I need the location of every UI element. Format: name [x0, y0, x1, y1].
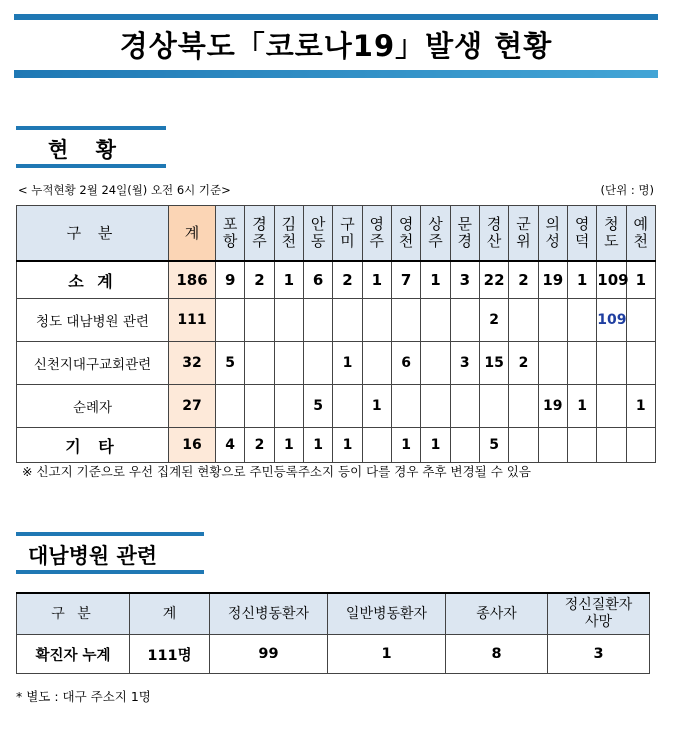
hosp-data-cell: 8	[446, 635, 548, 674]
region-value: 9	[216, 261, 245, 299]
region-value: 1	[303, 428, 332, 463]
region-value: 1	[362, 385, 391, 428]
region-value: 3	[450, 342, 479, 385]
region-char: 경	[252, 215, 267, 233]
region-value: 2	[509, 342, 538, 385]
header-region	[391, 206, 420, 262]
header-region	[362, 206, 391, 262]
hosp-data-cell: 확진자 누계	[17, 635, 130, 674]
hosp-header-cell: 구 분	[17, 593, 130, 635]
region-char: 천	[398, 232, 414, 250]
region-value: 1	[626, 385, 655, 428]
region-value: 19	[538, 261, 567, 299]
region-value: 1	[362, 261, 391, 299]
row-label: 청도 대남병원 관련	[17, 299, 169, 342]
region-value: 2	[245, 428, 274, 463]
region-char: 안	[310, 215, 326, 233]
region-value	[421, 342, 450, 385]
region-char: 천	[281, 232, 297, 250]
section-bottom-line	[16, 570, 204, 574]
region-char: 주	[369, 232, 385, 250]
region-value	[509, 428, 538, 463]
title-banner	[14, 14, 658, 78]
header-region	[245, 206, 274, 262]
region-value	[509, 299, 538, 342]
region-value: 1	[567, 385, 596, 428]
hosp-data-cell: 99	[210, 635, 328, 674]
region-char: 도	[604, 232, 619, 250]
region-value	[303, 299, 332, 342]
region-char: 영	[574, 215, 590, 233]
region-value	[245, 342, 274, 385]
region-value: 2	[479, 299, 508, 342]
region-value: 1	[626, 261, 655, 299]
region-value	[245, 385, 274, 428]
row-total: 32	[169, 342, 216, 385]
region-char: 문	[457, 215, 473, 233]
region-value	[274, 342, 303, 385]
row-label: 순례자	[17, 385, 169, 428]
region-value: 1	[421, 428, 450, 463]
region-value: 1	[421, 261, 450, 299]
row-label: 신천지대구교회관련	[17, 342, 169, 385]
region-char: 경	[486, 215, 502, 233]
header-total: 계	[169, 206, 216, 262]
section-status-header	[16, 126, 166, 171]
region-value	[626, 428, 655, 463]
region-value	[421, 299, 450, 342]
header-category: 구 분	[17, 206, 169, 262]
region-value	[216, 385, 245, 428]
title-top-bar	[14, 14, 658, 20]
region-value	[303, 342, 332, 385]
region-char: 항	[222, 232, 238, 250]
hosp-header-cell: 정신질환자 사망	[548, 593, 650, 635]
region-value: 5	[479, 428, 508, 463]
region-value: 22	[479, 261, 508, 299]
region-char: 상	[428, 215, 443, 233]
section-top-line	[16, 532, 204, 536]
title-bottom-bar	[14, 70, 658, 78]
header-region	[274, 206, 303, 262]
region-char: 예	[633, 215, 649, 233]
region-value: 1	[333, 428, 362, 463]
region-value	[538, 428, 567, 463]
region-value	[538, 342, 567, 385]
region-value	[597, 385, 626, 428]
region-value	[245, 299, 274, 342]
footnote-main: ※ 신고지 기준으로 우선 집계된 현황으로 주민등록주소지 등이 다를 경우 추후 변경될 수 있음	[22, 464, 531, 479]
region-value: 6	[303, 261, 332, 299]
region-char: 미	[340, 232, 355, 250]
region-char: 청	[604, 215, 619, 233]
region-value	[216, 299, 245, 342]
hosp-data-cell: 1	[328, 635, 446, 674]
header-region	[626, 206, 655, 262]
region-value	[333, 385, 362, 428]
region-char: 포	[222, 215, 238, 233]
region-char: 위	[516, 232, 531, 250]
region-value: 2	[333, 261, 362, 299]
hosp-header-cell: 정신병동환자	[210, 593, 328, 635]
basis-note: < 누적현황 2월 24일(월) 오전 6시 기준>	[18, 183, 231, 197]
region-char: 동	[310, 232, 326, 250]
region-char: 주	[252, 232, 267, 250]
region-value: 3	[450, 261, 479, 299]
region-value: 5	[216, 342, 245, 385]
header-region	[597, 206, 626, 262]
region-char: 덕	[574, 232, 590, 250]
hosp-header-cell: 종사자	[446, 593, 548, 635]
region-value	[362, 299, 391, 342]
region-char: 주	[428, 232, 443, 250]
region-value: 109	[597, 261, 626, 299]
hosp-data-cell: 111명	[130, 635, 210, 674]
region-value: 2	[245, 261, 274, 299]
header-region	[333, 206, 362, 262]
section-hospital-header	[16, 532, 204, 577]
region-value	[597, 342, 626, 385]
header-region	[538, 206, 567, 262]
region-value	[450, 299, 479, 342]
region-value: 6	[391, 342, 420, 385]
row-total: 16	[169, 428, 216, 463]
header-region	[509, 206, 538, 262]
row-total: 111	[169, 299, 216, 342]
page-title: 경상북도「코로나19」발생 현황	[119, 29, 553, 63]
region-value	[567, 299, 596, 342]
hosp-header-cell: 일반병동환자	[328, 593, 446, 635]
header-region	[450, 206, 479, 262]
region-char: 의	[545, 215, 561, 233]
region-value: 109	[597, 299, 626, 342]
region-value	[362, 428, 391, 463]
hosp-data-cell: 3	[548, 635, 650, 674]
region-value	[567, 428, 596, 463]
header-region	[479, 206, 508, 262]
region-value: 1	[391, 428, 420, 463]
region-char: 김	[281, 215, 297, 233]
section-status-label: 현 황	[48, 138, 126, 162]
hosp-header-cell: 계	[130, 593, 210, 635]
region-value	[567, 342, 596, 385]
region-value	[274, 385, 303, 428]
row-label: 기 타	[17, 428, 169, 463]
region-value: 1	[274, 428, 303, 463]
region-value	[362, 342, 391, 385]
region-value: 19	[538, 385, 567, 428]
region-value: 4	[216, 428, 245, 463]
region-value	[509, 385, 538, 428]
region-value	[538, 299, 567, 342]
region-value	[450, 428, 479, 463]
section-top-line	[16, 126, 166, 130]
region-value: 15	[479, 342, 508, 385]
header-region	[567, 206, 596, 262]
hospital-table	[16, 592, 650, 674]
row-total: 186	[169, 261, 216, 299]
region-value	[479, 385, 508, 428]
region-char: 성	[545, 232, 561, 250]
header-region	[216, 206, 245, 262]
region-char: 구	[340, 215, 355, 233]
region-char: 영	[398, 215, 414, 233]
region-value	[450, 385, 479, 428]
header-region	[303, 206, 332, 262]
footnote-hospital: * 별도 : 대구 주소지 1명	[16, 689, 151, 704]
region-value	[626, 342, 655, 385]
region-value	[391, 299, 420, 342]
section-hospital-label: 대남병원 관련	[28, 544, 158, 568]
status-table	[16, 205, 656, 463]
region-char: 산	[486, 232, 502, 250]
region-value	[274, 299, 303, 342]
region-value: 1	[333, 342, 362, 385]
region-char: 영	[369, 215, 385, 233]
region-value: 1	[567, 261, 596, 299]
unit-note: (단위 : 명)	[600, 183, 654, 197]
region-char: 경	[457, 232, 473, 250]
region-char: 군	[516, 215, 531, 233]
row-label: 소 계	[17, 261, 169, 299]
region-value: 7	[391, 261, 420, 299]
region-value: 1	[274, 261, 303, 299]
region-value: 5	[303, 385, 332, 428]
region-value	[333, 299, 362, 342]
header-region	[421, 206, 450, 262]
region-value: 2	[509, 261, 538, 299]
region-value	[626, 299, 655, 342]
section-bottom-line	[16, 164, 166, 168]
region-char: 천	[633, 232, 649, 250]
region-value	[391, 385, 420, 428]
region-value	[421, 385, 450, 428]
row-total: 27	[169, 385, 216, 428]
region-value	[597, 428, 626, 463]
